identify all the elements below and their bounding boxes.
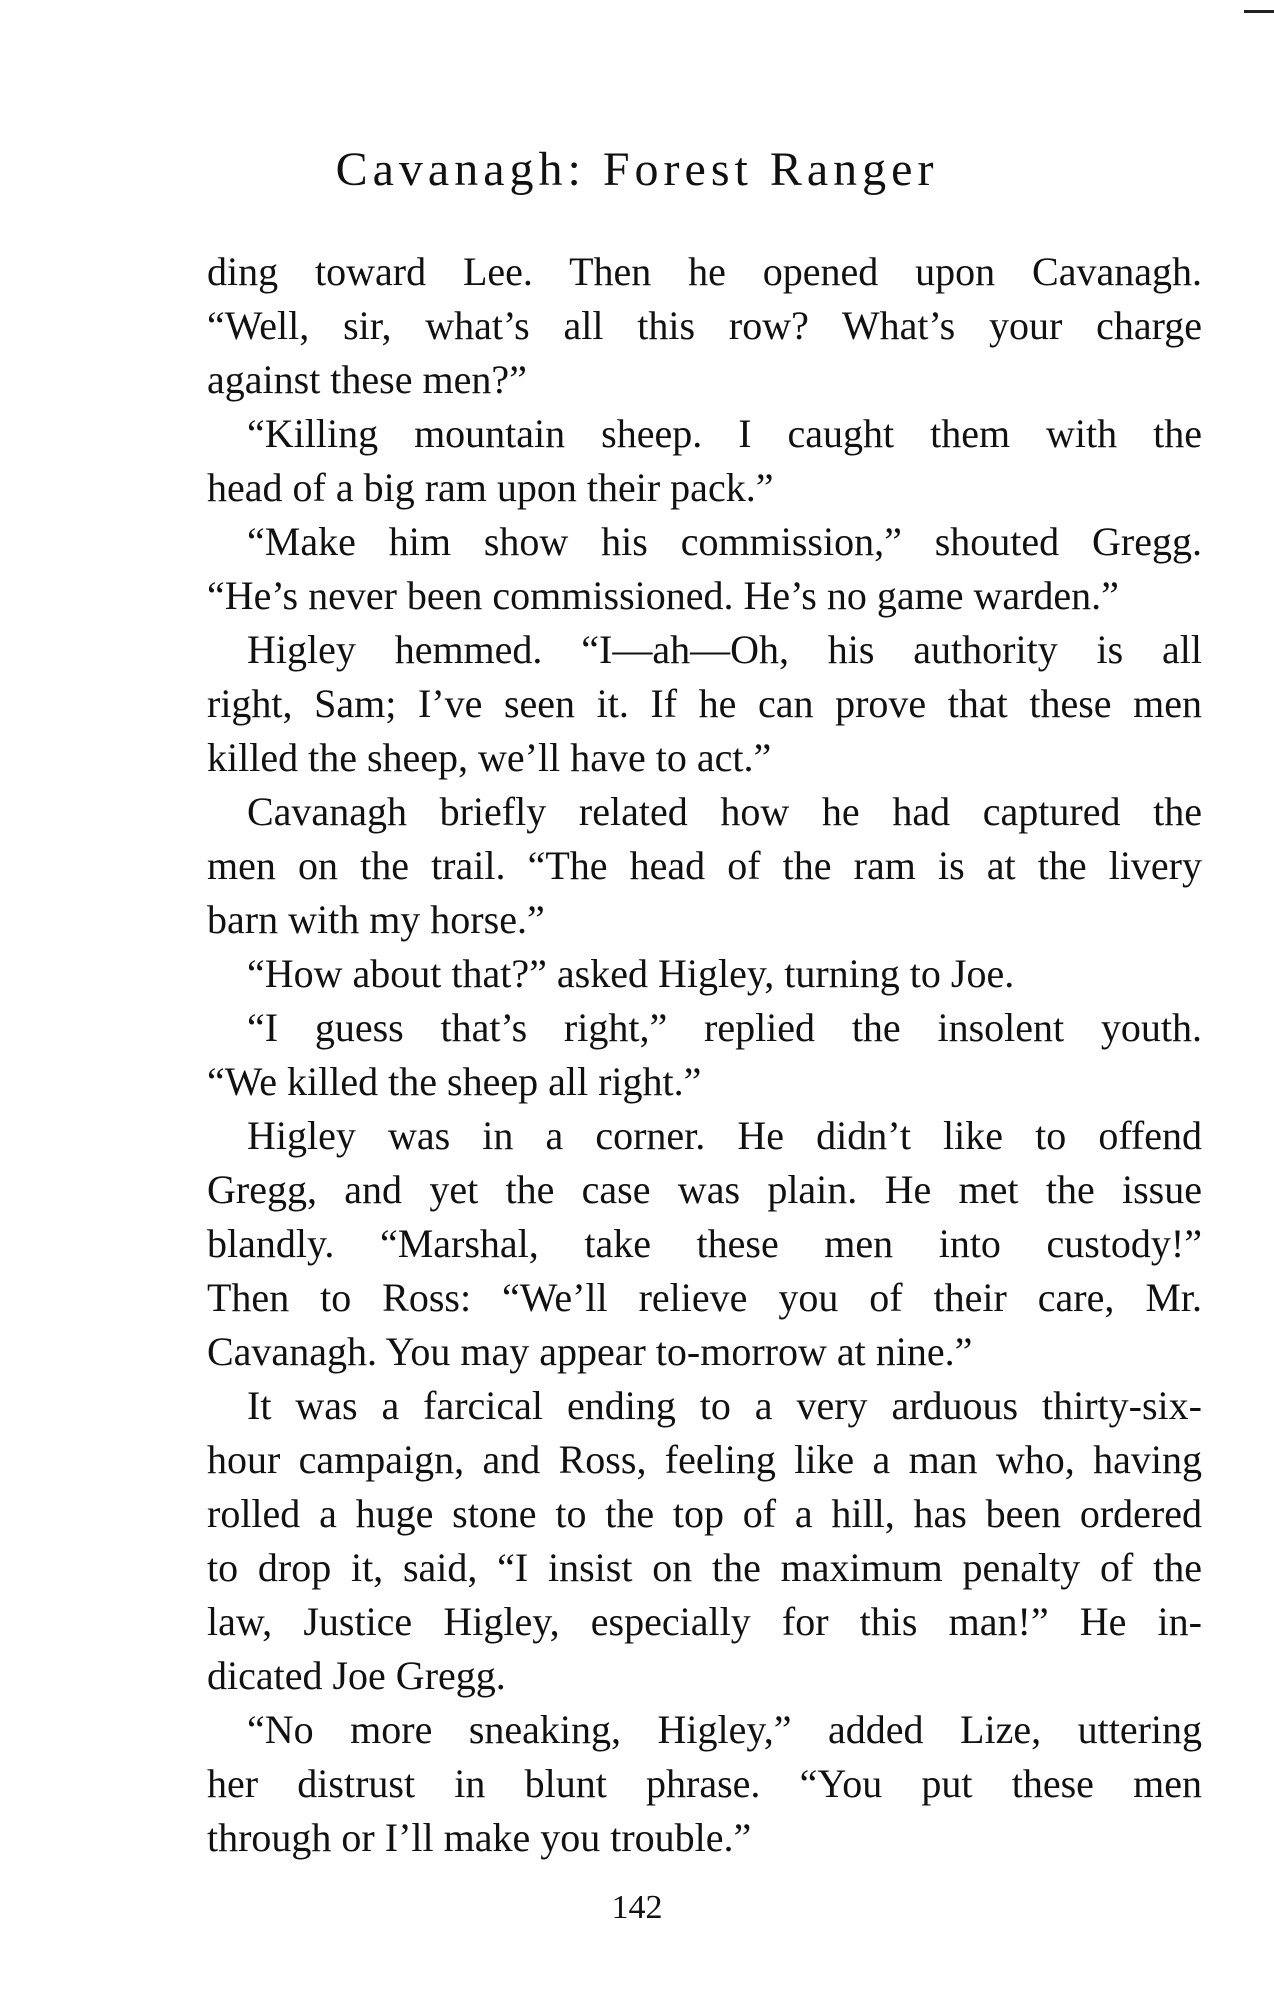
text-line: to drop it, said, “I insist on the maximum penalty of the [207, 1545, 1202, 1590]
text-line: head of a big ram upon their pack.” [207, 465, 774, 510]
text-line: killed the sheep, we’ll have to act.” [207, 735, 772, 780]
text-line: ding toward Lee. Then he opened upon Cavanagh. [207, 249, 1202, 294]
text-line: “We killed the sheep all right.” [207, 1059, 702, 1104]
text-line: against these men?” [207, 357, 527, 402]
text-line: hour campaign, and Ross, feeling like a man who, having [207, 1437, 1202, 1482]
page-number: 142 [611, 1889, 663, 1926]
text-line: Cavanagh briefly related how he had captured the [247, 789, 1202, 834]
text-line: Then to Ross: “We’ll relieve you of their care, Mr. [207, 1275, 1202, 1320]
text-line: “Killing mountain sheep. I caught them with the [247, 411, 1202, 456]
text-line: “How about that?” asked Higley, turning to Joe. [247, 951, 1015, 996]
text-line: rolled a huge stone to the top of a hill, has been ordered [207, 1491, 1202, 1536]
page-corner-mark [1244, 10, 1274, 13]
text-line: dicated Joe Gregg. [207, 1653, 506, 1698]
text-line: blandly. “Marshal, take these men into custody!” [207, 1221, 1202, 1266]
body-text [207, 245, 1202, 1865]
text-line: “No more sneaking, Higley,” added Lize, uttering [247, 1707, 1202, 1752]
text-line: “Well, sir, what’s all this row? What’s your charge [207, 303, 1202, 348]
text-line: Higley hemmed. “I—ah—Oh, his authority is all [247, 627, 1202, 672]
text-line: right, Sam; I’ve seen it. If he can prove that these men [207, 681, 1202, 726]
running-head: Cavanagh: Forest Ranger [335, 143, 939, 196]
text-line: law, Justice Higley, especially for this man!” He in- [207, 1599, 1202, 1644]
text-line: Cavanagh. You may appear to-morrow at nine.” [207, 1329, 973, 1374]
text-line: “I guess that’s right,” replied the insolent youth. [247, 1005, 1202, 1050]
text-line: her distrust in blunt phrase. “You put these men [207, 1761, 1202, 1806]
text-line: through or I’ll make you trouble.” [207, 1815, 752, 1860]
text-line: men on the trail. “The head of the ram is at the livery [207, 843, 1202, 888]
text-line: barn with my horse.” [207, 897, 545, 942]
text-line: It was a farcical ending to a very arduous thirty-six- [247, 1383, 1202, 1428]
text-line: “Make him show his commission,” shouted Gregg. [247, 519, 1202, 564]
text-line: “He’s never been commissioned. He’s no game warden.” [207, 573, 1119, 618]
text-line: Gregg, and yet the case was plain. He met the issue [207, 1167, 1202, 1212]
text-line: Higley was in a corner. He didn’t like to offend [247, 1113, 1202, 1158]
